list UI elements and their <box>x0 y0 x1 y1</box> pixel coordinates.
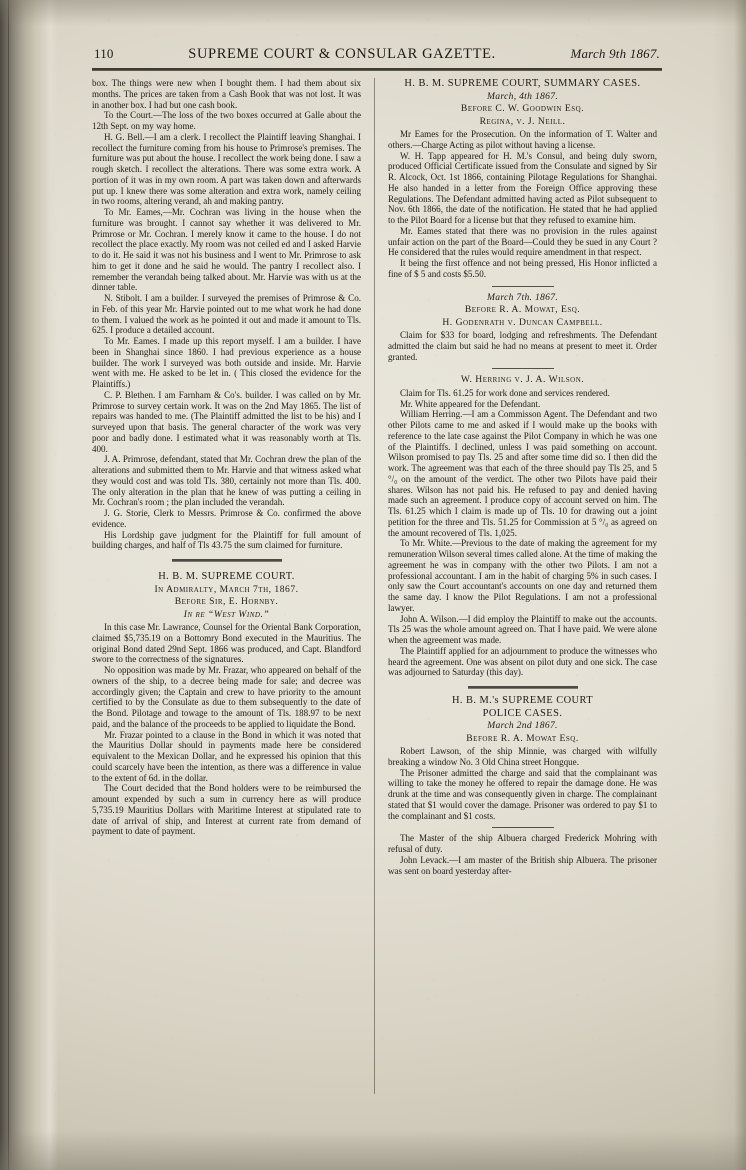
sitting-date: March, 4th 1867. <box>486 90 559 102</box>
paragraph: To Mr. Eames,—Mr. Cochran was living in the house when the furniture was brought. I cannot say whether it was delivered to Mr. Primrose or Mr. Cochran. I merely know it came to the house. I do not recollect the place exactly. My room was not ceiled ed and I asked Harvie to do it. He said it was not his business and I went to Mr. Primrose to ask him to get it done and he said he would. The pantry I recollect also. I remember the verandah being talked about. Mr. Harvie was with us at the dinner table. <box>92 207 361 293</box>
paragraph: To Mr. White.—Previous to the date of making the agreement for my remuneration Wilson several times called alone. At the time of making the agreement he was in company with the other two Pilots. I am not a professional accountant. I am in the habit of charging 5% in such cases. I only saw the Court accountant's accounts on one day and returned them the same day. I know the Pilot Regulations. I am not a professional lawyer. <box>388 538 657 613</box>
paragraph: In this case Mr. Lawrance, Counsel for the Oriental Bank Corporation, claimed $5,735.19 on a Bottomry Bond executed in the Mauritius. The original Bond dated 29nd Sept. 1866 was produced, and Capt. Blandford swore to the correctness of the signatures. <box>92 622 361 665</box>
publication-title: SUPREME COURT & CONSULAR GAZETTE. <box>188 46 496 62</box>
page-edge-right-shadow <box>712 0 746 1170</box>
presiding-judge: Before C. W. Goodwin Esq. <box>460 103 585 114</box>
herring-heading <box>388 374 657 387</box>
left-column <box>92 78 375 1094</box>
admiralty-heading <box>92 571 361 621</box>
page-number: 110 <box>94 46 114 61</box>
header-rule <box>92 68 662 71</box>
page-edge-top-shadow <box>0 0 746 26</box>
paragraph: J. A. Primrose, defendant, stated that Mr. Cochran drew the plan of the alterations and submitted them to Mr. Harvie and that witness asked what they would cost and was told Tls. 380, certainly not more than Tls. 400. The only alteration in the plan that he knew of was putting a ceiling in Mr. Cochran's room ; the plan included the verandah. <box>92 454 361 508</box>
case-title: Regina, v. J. Neill. <box>479 115 566 127</box>
paragraph: box. The things were new when I bought them. I had them about six months. The prices are taken from a Cash Book that was not lost. It was in another box. I had but one cash book. <box>92 78 361 110</box>
paragraph: Mr. Frazar pointed to a clause in the Bond in which it was noted that the Mauritius Dollar should in payments made here be considered equivalent to the Mexican Dollar, and he expressed his opinion that this could scarcely have been the intention, as there was a difference in value to the extent of 6d. in the dollar. <box>92 729 361 783</box>
section-divider <box>492 286 554 287</box>
paragraph: The Plaintiff applied for an adjournment to produce the witnesses who heard the agreement. One was absent on pilot duty and one sick. The case was adjourned to Saturday (this day). <box>388 645 657 678</box>
case-title: In re “West Wind.” <box>183 608 270 620</box>
presiding-judge: Before Sir, E. Hornby. <box>174 596 279 607</box>
paragraph: His Lordship gave judgment for the Plaintiff for full amount of building charges, and half of Tls 43.75 the sum claimed for furniture. <box>92 529 361 551</box>
paragraph: To the Court.—The loss of the two boxes occurred at Galle about the 12th Sept. on my way home. <box>92 110 361 131</box>
column-layout <box>92 78 662 1094</box>
paragraph: To Mr. Eames. I made up this report myself. I am a builder. I have been in Shanghai since 1860. I had previous experience as a house builder. The work I surveyed was both outside and inside. Mr. Harvie went with me. He asked to be let in. ( This closed the evidence for the Plaintiffs.) <box>92 336 361 389</box>
page-edge-bottom-shadow <box>0 1130 746 1170</box>
court-division-date: In Admiralty, March 7th, 1867. <box>154 583 299 595</box>
paragraph: H. G. Bell.—I am a clerk. I recollect the Plaintiff leaving Shanghai. I recollect the furniture coming from his house to Primrose's premises. The furniture was put about the house. I recollect the work being done. I saw a rough sketch. I recollect the alterations. There was some extra work. A portion of it was in my own room. A part was taken down and afterwards put up. I knew there was some alteration and extra work, namely ceiling in two rooms, altering verand, ah and making pantry. <box>92 131 361 207</box>
right-column <box>375 78 657 1094</box>
presiding-judge: Before R. A. Mowat Esq. <box>466 732 579 744</box>
section-divider <box>492 368 554 369</box>
police-cases-heading <box>388 695 657 745</box>
paragraph: W. H. Tapp appeared for H. M.'s Consul, and being duly sworn, produced Official Certificate issued from the Consulate and signed by Sir R. Alcock, Oct. 1st 1866, containing Pilotage Regulations for Shanghai. He also handed in a letter from the Foreign Office approving these Regulations. The Defendant admitted having acted as Pilot subsequent to Nov. 6th 1866, the date of the notification. He stated that he had applied to the Pilot Board for a license but that they refused to examine him. <box>388 150 657 225</box>
book-gutter-shadow <box>0 0 58 1170</box>
sitting-date: March 2nd 1867. <box>487 720 558 731</box>
section-divider <box>492 827 554 828</box>
court-name: H. B. M. SUPREME COURT, SUMMARY CASES. <box>404 78 641 89</box>
section-divider <box>468 686 578 689</box>
court-name: H. B. M.'s SUPREME COURT <box>451 695 594 706</box>
presiding-judge: Before R. A. Mowat, Esq. <box>464 304 581 315</box>
summary-cases-heading <box>388 78 657 128</box>
paragraph: William Herring.—I am a Commisson Agent. The Defendant and two other Pilots came to me and asked if I would make up the books with reference to the late case against the Pilot Company in which he was one of the Plaintiffs. I declined, unless I was paid something on account. Wilson promised to pay Tls. 25 and after some time did so. I then did the work. The agreement was that each of the three should pay Tls 25, and 5 °/₀ on the amount of the verdict. The other two Pilots have paid their shares. Wilson has not paid his. He refused to pay and denied having made such an agreement. I produce copy of account served on him. The Tls. 61.25 which I claim is made up of Tls. 10 for drawing out a joint petition for the three and Tls. 51.25 for Commission at 5 °/₀ as agreed on the amount recovered of Tls. 1,025. <box>388 409 657 538</box>
paragraph: C. P. Blethen. I am Farnham & Co's. builder. I was called on by Mr. Primrose to survey certain work. It was on the 2nd May 1865. The list of repairs was handed to me. (The Plaintiff admitted the list to be his) and I surveyed upon that basis. The general character of the work was very poor and badly done. I estimated what it was reasonably worth at Tls. 400. <box>92 389 361 454</box>
mowat-heading <box>388 292 657 330</box>
sitting-date: March 7th. 1867. <box>486 291 559 303</box>
issue-date: March 9th 1867. <box>570 46 660 61</box>
court-subtitle: POLICE CASES. <box>482 707 563 719</box>
paragraph: John Levack.—I am master of the British ship Albuera. The prisoner was sent on board yesterday after- <box>388 854 657 876</box>
case-title: W. Herring v. J. A. Wilson. <box>460 374 585 386</box>
paragraph: Mr. Eames stated that there was no provision in the rules against unfair action on the part of the Board—Could they be sued in any Court ? He considered that the rules would require amendment in that respect. <box>388 225 657 258</box>
running-head <box>92 46 662 66</box>
paragraph: The Master of the ship Albuera charged Frederick Mohring with refusal of duty. <box>388 833 657 854</box>
paragraph: John A. Wilson.—I did employ the Plaintiff to make out the accounts. Tls 25 was the whole amount agreed on. That I have paid. We were alone when the agreement was made. <box>388 613 657 645</box>
case-title: H. Godenrath v. Duncan Campbell. <box>442 316 603 328</box>
paragraph: N. Stibolt. I am a builder. I surveyed the premises of Primrose & Co. in Feb. of this year Mr. Harvie pointed out to me what work he had done to them. I valued the work as he pointed it out and made it amount to Tls. 625. I produce a detailed account. <box>92 293 361 336</box>
paragraph: No opposition was made by Mr. Frazar, who appeared on behalf of the owners of the ship, to a decree being made for sale; and decree was accordingly given; the Captain and crew to have priority to the amount certified to by the Consulate as due to them subsequently to the date of the Bond. Pilotage and towage to the amount of Tls. 188.97 to be next paid, and the balance of the proceeds to be applied to liquidate the Bond. <box>92 665 361 729</box>
court-name: H. B. M. SUPREME COURT. <box>158 571 295 582</box>
paragraph: J. G. Storie, Clerk to Messrs. Primrose & Co. confirmed the above evidence. <box>92 508 361 529</box>
paragraph: The Court decided that the Bond holders were to be reimbursed the amount expended by such a sum in currency here as will produce 5,735.19 Mauritius Dollars with Maritime Interest at stipulated rate to date of arrival of ship, and Interest at current rate from demand of payment to date of payment. <box>92 783 361 837</box>
paragraph: The Prisoner admitted the charge and said that the complainant was willing to take the money he offered to repair the damage done. He was drunk at the time and was consequently given in charge. The complainant stated that $1 would cover the damage. Prisoner was ordered to pay $1 to the complainant and $1 costs. <box>388 767 657 821</box>
paragraph: Claim for $33 for board, lodging and refreshments. The Defendant admitted the claim but said he had no means at present to meet it. Order granted. <box>388 330 657 362</box>
paragraph: Mr Eames for the Prosecution. On the information of T. Walter and others.—Charge Acting as pilot without having a license. <box>388 129 657 150</box>
paragraph: It being the first offence and not being pressed, His Honor inflicted a fine of $ 5 and costs $5.50. <box>388 258 657 279</box>
paragraph: Mr. White appeared for the Defendant. <box>400 398 541 409</box>
page-content <box>92 46 662 1126</box>
section-divider <box>172 559 282 562</box>
paragraph: Robert Lawson, of the ship Minnie, was charged with wilfully breaking a window No. 3 Old China street Hongque. <box>388 746 657 767</box>
paragraph: Claim for Tls. 61.25 for work done and services rendered. <box>400 387 610 398</box>
